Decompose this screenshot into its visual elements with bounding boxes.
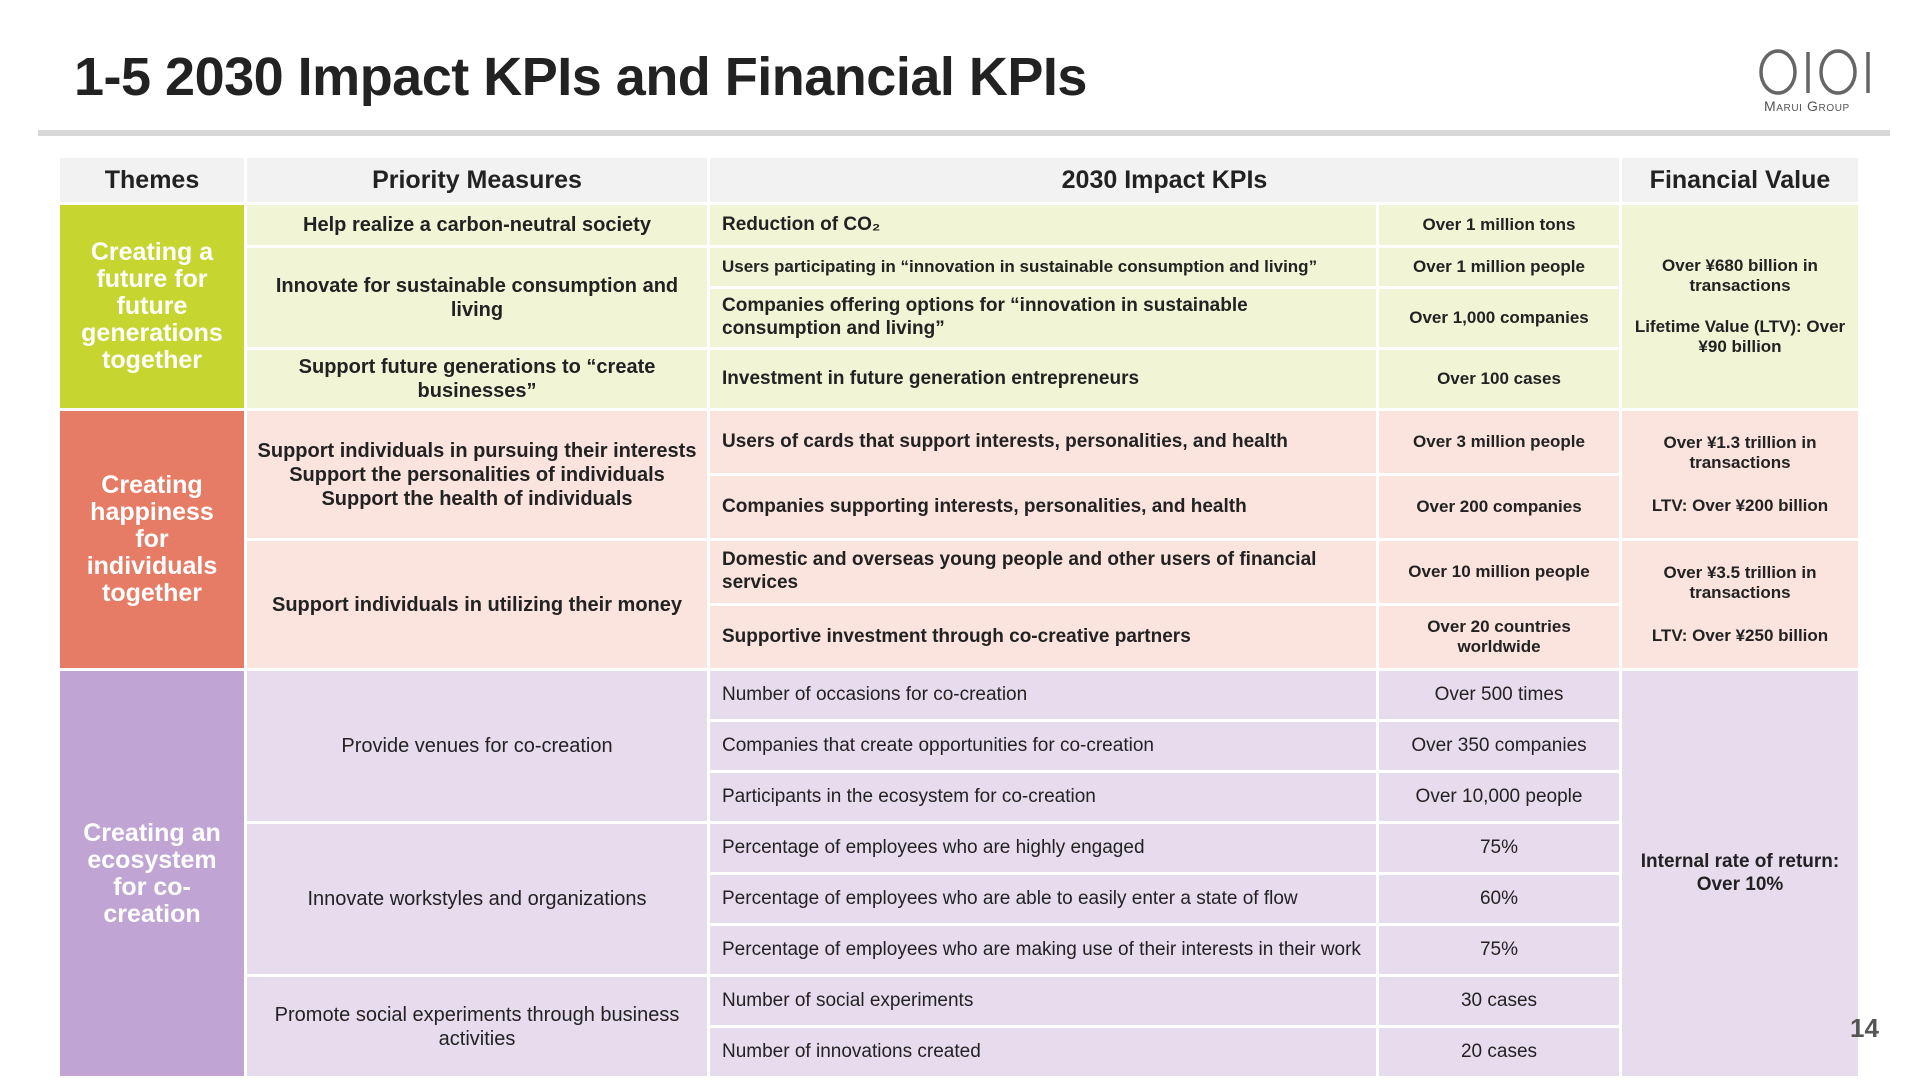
header-themes: Themes [60, 158, 244, 202]
header-impact-kpis: 2030 Impact KPIs [710, 158, 1619, 202]
target-supportive-investment: Over 20 countries worldwide [1379, 606, 1619, 668]
kpi-users-participating: Users participating in “innovation in sustainable consumption and living” [710, 248, 1376, 286]
financial-transactions: Over ¥680 billion in transactions [1662, 255, 1818, 296]
kpi-supporting-companies: Companies supporting interests, personalities, and health [710, 476, 1376, 538]
theme-co-creation-ecosystem: Creating an ecosystem for co-creation [60, 671, 244, 1076]
title-divider [38, 130, 1890, 136]
target-innovations-created: 20 cases [1379, 1028, 1619, 1076]
kpi-companies-offering: Companies offering options for “innovation in sustainable consumption and living” [710, 289, 1376, 347]
theme-future-generations: Creating a future for future generations together [60, 205, 244, 408]
measure-workstyles: Innovate workstyles and organizations [247, 824, 707, 974]
measure-utilizing-money: Support individuals in utilizing their money [247, 541, 707, 668]
kpi-interests-in-work: Percentage of employees who are making use of their interests in their work [710, 926, 1376, 974]
kpi-state-of-flow: Percentage of employees who are able to easily enter a state of flow [710, 875, 1376, 923]
target-ecosystem-participants: Over 10,000 people [1379, 773, 1619, 821]
target-users-participating: Over 1 million people [1379, 248, 1619, 286]
financial-ltv: Lifetime Value (LTV): Over ¥90 billion [1634, 316, 1846, 356]
measure-venues-co-creation: Provide venues for co-creation [247, 671, 707, 821]
financial-section2a [1622, 411, 1858, 538]
page-title: 1-5 2030 Impact KPIs and Financial KPIs [74, 47, 1087, 107]
kpi-ecosystem-participants: Participants in the ecosystem for co-creation [710, 773, 1376, 821]
header-financial-value: Financial Value [1622, 158, 1858, 202]
kpi-highly-engaged: Percentage of employees who are highly engaged [710, 824, 1376, 872]
target-state-of-flow: 60% [1379, 875, 1619, 923]
measure-create-businesses: Support future generations to “create businesses” [247, 350, 707, 408]
target-supporting-companies: Over 200 companies [1379, 476, 1619, 538]
measure-social-experiments: Promote social experiments through business activities [247, 977, 707, 1076]
kpi-opportunity-companies: Companies that create opportunities for co-creation [710, 722, 1376, 770]
financial-ltv: LTV: Over ¥200 billion [1651, 495, 1829, 515]
target-interests-in-work: 75% [1379, 926, 1619, 974]
measure-interests-personalities-health: Support individuals in pursuing their interests Support the personalities of individuals Support the health of individuals [247, 411, 707, 538]
financial-section3: Internal rate of return: Over 10% [1622, 671, 1858, 1076]
kpi-co-creation-occasions: Number of occasions for co-creation [710, 671, 1376, 719]
measure-sustainable-consumption: Innovate for sustainable consumption and living [247, 248, 707, 347]
kpi-card-users: Users of cards that support interests, personalities, and health [710, 411, 1376, 473]
target-card-users: Over 3 million people [1379, 411, 1619, 473]
kpi-entrepreneur-investment: Investment in future generation entrepreneurs [710, 350, 1376, 408]
financial-transactions: Over ¥1.3 trillion in transactions [1663, 432, 1817, 473]
kpi-table [60, 158, 1846, 1062]
kpi-innovations-created: Number of innovations created [710, 1028, 1376, 1076]
target-co-creation-occasions: Over 500 times [1379, 671, 1619, 719]
target-companies-offering: Over 1,000 companies [1379, 289, 1619, 347]
target-entrepreneur-investment: Over 100 cases [1379, 350, 1619, 408]
financial-section2b [1622, 541, 1858, 668]
target-social-experiments: 30 cases [1379, 977, 1619, 1025]
target-highly-engaged: 75% [1379, 824, 1619, 872]
financial-section1 [1622, 205, 1858, 408]
measure-carbon-neutral: Help realize a carbon-neutral society [247, 205, 707, 245]
kpi-financial-service-users: Domestic and overseas young people and other users of financial services [710, 541, 1376, 603]
logo-wordmark: Marui Group [1764, 98, 1850, 114]
target-financial-service-users: Over 10 million people [1379, 541, 1619, 603]
kpi-social-experiments: Number of social experiments [710, 977, 1376, 1025]
target-opportunity-companies: Over 350 companies [1379, 722, 1619, 770]
kpi-co2-reduction: Reduction of CO₂ [710, 205, 1376, 245]
financial-transactions: Over ¥3.5 trillion in transactions [1663, 562, 1817, 603]
financial-ltv: LTV: Over ¥250 billion [1651, 625, 1829, 645]
page-number: 14 [1850, 1013, 1879, 1043]
theme-happiness-individuals: Creating happiness for individuals together [60, 411, 244, 668]
header-priority-measures: Priority Measures [247, 158, 707, 202]
target-co2-reduction: Over 1 million tons [1379, 205, 1619, 245]
kpi-supportive-investment: Supportive investment through co-creative partners [710, 606, 1376, 668]
